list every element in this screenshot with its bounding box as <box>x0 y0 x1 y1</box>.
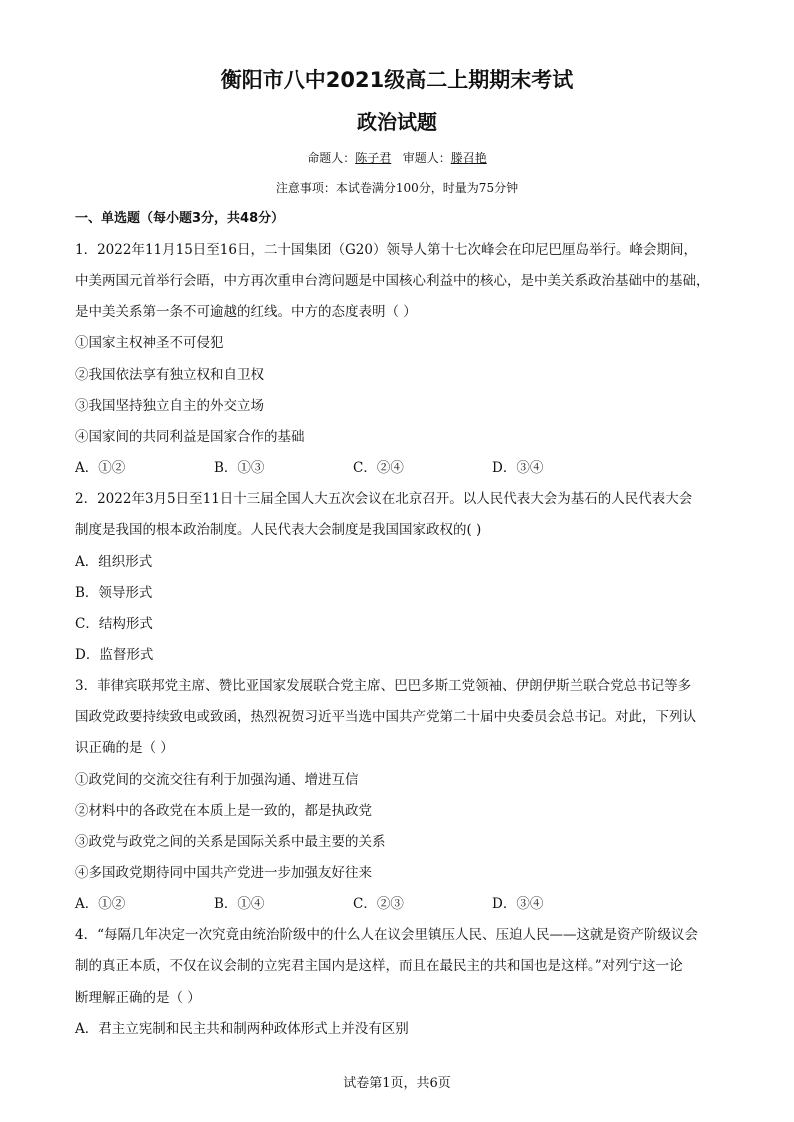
q1-stem-line: 中美两国元首举行会晤，中方再次重申台湾问题是中国核心利益中的核心，是中美关系政治基础中的基础， <box>75 273 710 289</box>
q3-item: ③政党与政党之间的关系是国际关系中最主要的关系 <box>75 834 386 850</box>
q1-option-d[interactable]: D．③④ <box>492 460 544 476</box>
q3-option-c[interactable]: C．②③ <box>353 896 404 912</box>
q4-stem-line: 4．“每隔几年决定一次究竟由统治阶级中的什么人在议会里镇压人民、压迫人民——这就是资产阶级议会 <box>75 927 698 943</box>
section-heading: 一、单选题（每小题3分，共48分） <box>75 211 285 226</box>
q1-option-c[interactable]: C．②④ <box>353 460 404 476</box>
q3-item: ②材料中的各政党在本质上是一致的，都是执政党 <box>75 803 372 819</box>
q3-stem-line: 3．菲律宾联邦党主席、赞比亚国家发展联合党主席、巴巴多斯工党领袖、伊朗伊斯兰联合党总书记等多 <box>75 678 692 694</box>
q1-item: ②我国依法享有独立权和自卫权 <box>75 367 264 383</box>
q3-option-b[interactable]: B．①④ <box>214 896 265 912</box>
q1-option-a[interactable]: A．①② <box>75 460 126 476</box>
q2-option-b[interactable]: B．领导形式 <box>75 585 153 601</box>
reviewer-label: 审题人： <box>402 151 451 165</box>
q3-option-d[interactable]: D．③④ <box>492 896 544 912</box>
q3-stem-line: 识正确的是（ ） <box>75 740 174 756</box>
q3-item: ④多国政党期待同中国共产党进一步加强友好往来 <box>75 865 372 881</box>
q2-option-c[interactable]: C．结构形式 <box>75 616 153 632</box>
q2-option-a[interactable]: A．组织形式 <box>75 554 153 570</box>
q4-stem-line: 制的真正本质，不仅在议会制的立宪君主国内是这样，而且在最民主的共和国也是这样。”对列宁这一论 <box>75 958 683 974</box>
q1-option-b[interactable]: B．①③ <box>214 460 265 476</box>
exam-notice: 注意事项：本试卷满分100分，时量为75分钟 <box>275 181 519 195</box>
q2-stem-line: 2．2022年3月5日至11日十三届全国人大五次会议在北京召开。以人民代表大会为基石的人民代表大会 <box>75 491 693 507</box>
exam-subtitle: 政治试题 <box>357 110 437 134</box>
reviewer-name: 滕召艳 <box>450 151 487 165</box>
q3-option-a[interactable]: A．①② <box>75 896 126 912</box>
exam-title: 衡阳市八中2021级高二上期期末考试 <box>220 68 574 92</box>
q2-option-d[interactable]: D．监督形式 <box>75 647 154 663</box>
setter-name: 陈子君 <box>355 151 392 165</box>
setter-label: 命题人： <box>307 151 356 165</box>
q1-item: ①国家主权神圣不可侵犯 <box>75 335 224 351</box>
q1-item: ③我国坚持独立自主的外交立场 <box>75 398 264 414</box>
q4-stem-line: 断理解正确的是（ ） <box>75 990 201 1006</box>
q1-item: ④国家间的共同利益是国家合作的基础 <box>75 429 305 445</box>
page-footer: 试卷第1页，共6页 <box>343 1076 451 1091</box>
q3-stem-line: 国政党政要持续致电或致函，热烈祝贺习近平当选中国共产党第二十届中央委员会总书记。对此，下列认 <box>75 709 696 725</box>
authors-line <box>0 149 794 166</box>
q3-options <box>75 895 635 913</box>
q1-stem-line: 1．2022年11月15日至16日，二十国集团（G20）领导人第十七次峰会在印尼巴厘岛举行。峰会期间， <box>75 242 697 258</box>
q1-options <box>75 459 635 477</box>
q4-option-a[interactable]: A．君主立宪制和民主共和制两种政体形式上并没有区别 <box>75 1021 409 1037</box>
q1-stem-line: 是中美关系第一条不可逾越的红线。中方的态度表明（ ） <box>75 304 417 320</box>
q2-stem-line: 制度是我国的根本政治制度。人民代表大会制度是我国国家政权的( ) <box>75 522 482 538</box>
q3-item: ①政党间的交流交往有利于加强沟通、增进互信 <box>75 772 359 788</box>
